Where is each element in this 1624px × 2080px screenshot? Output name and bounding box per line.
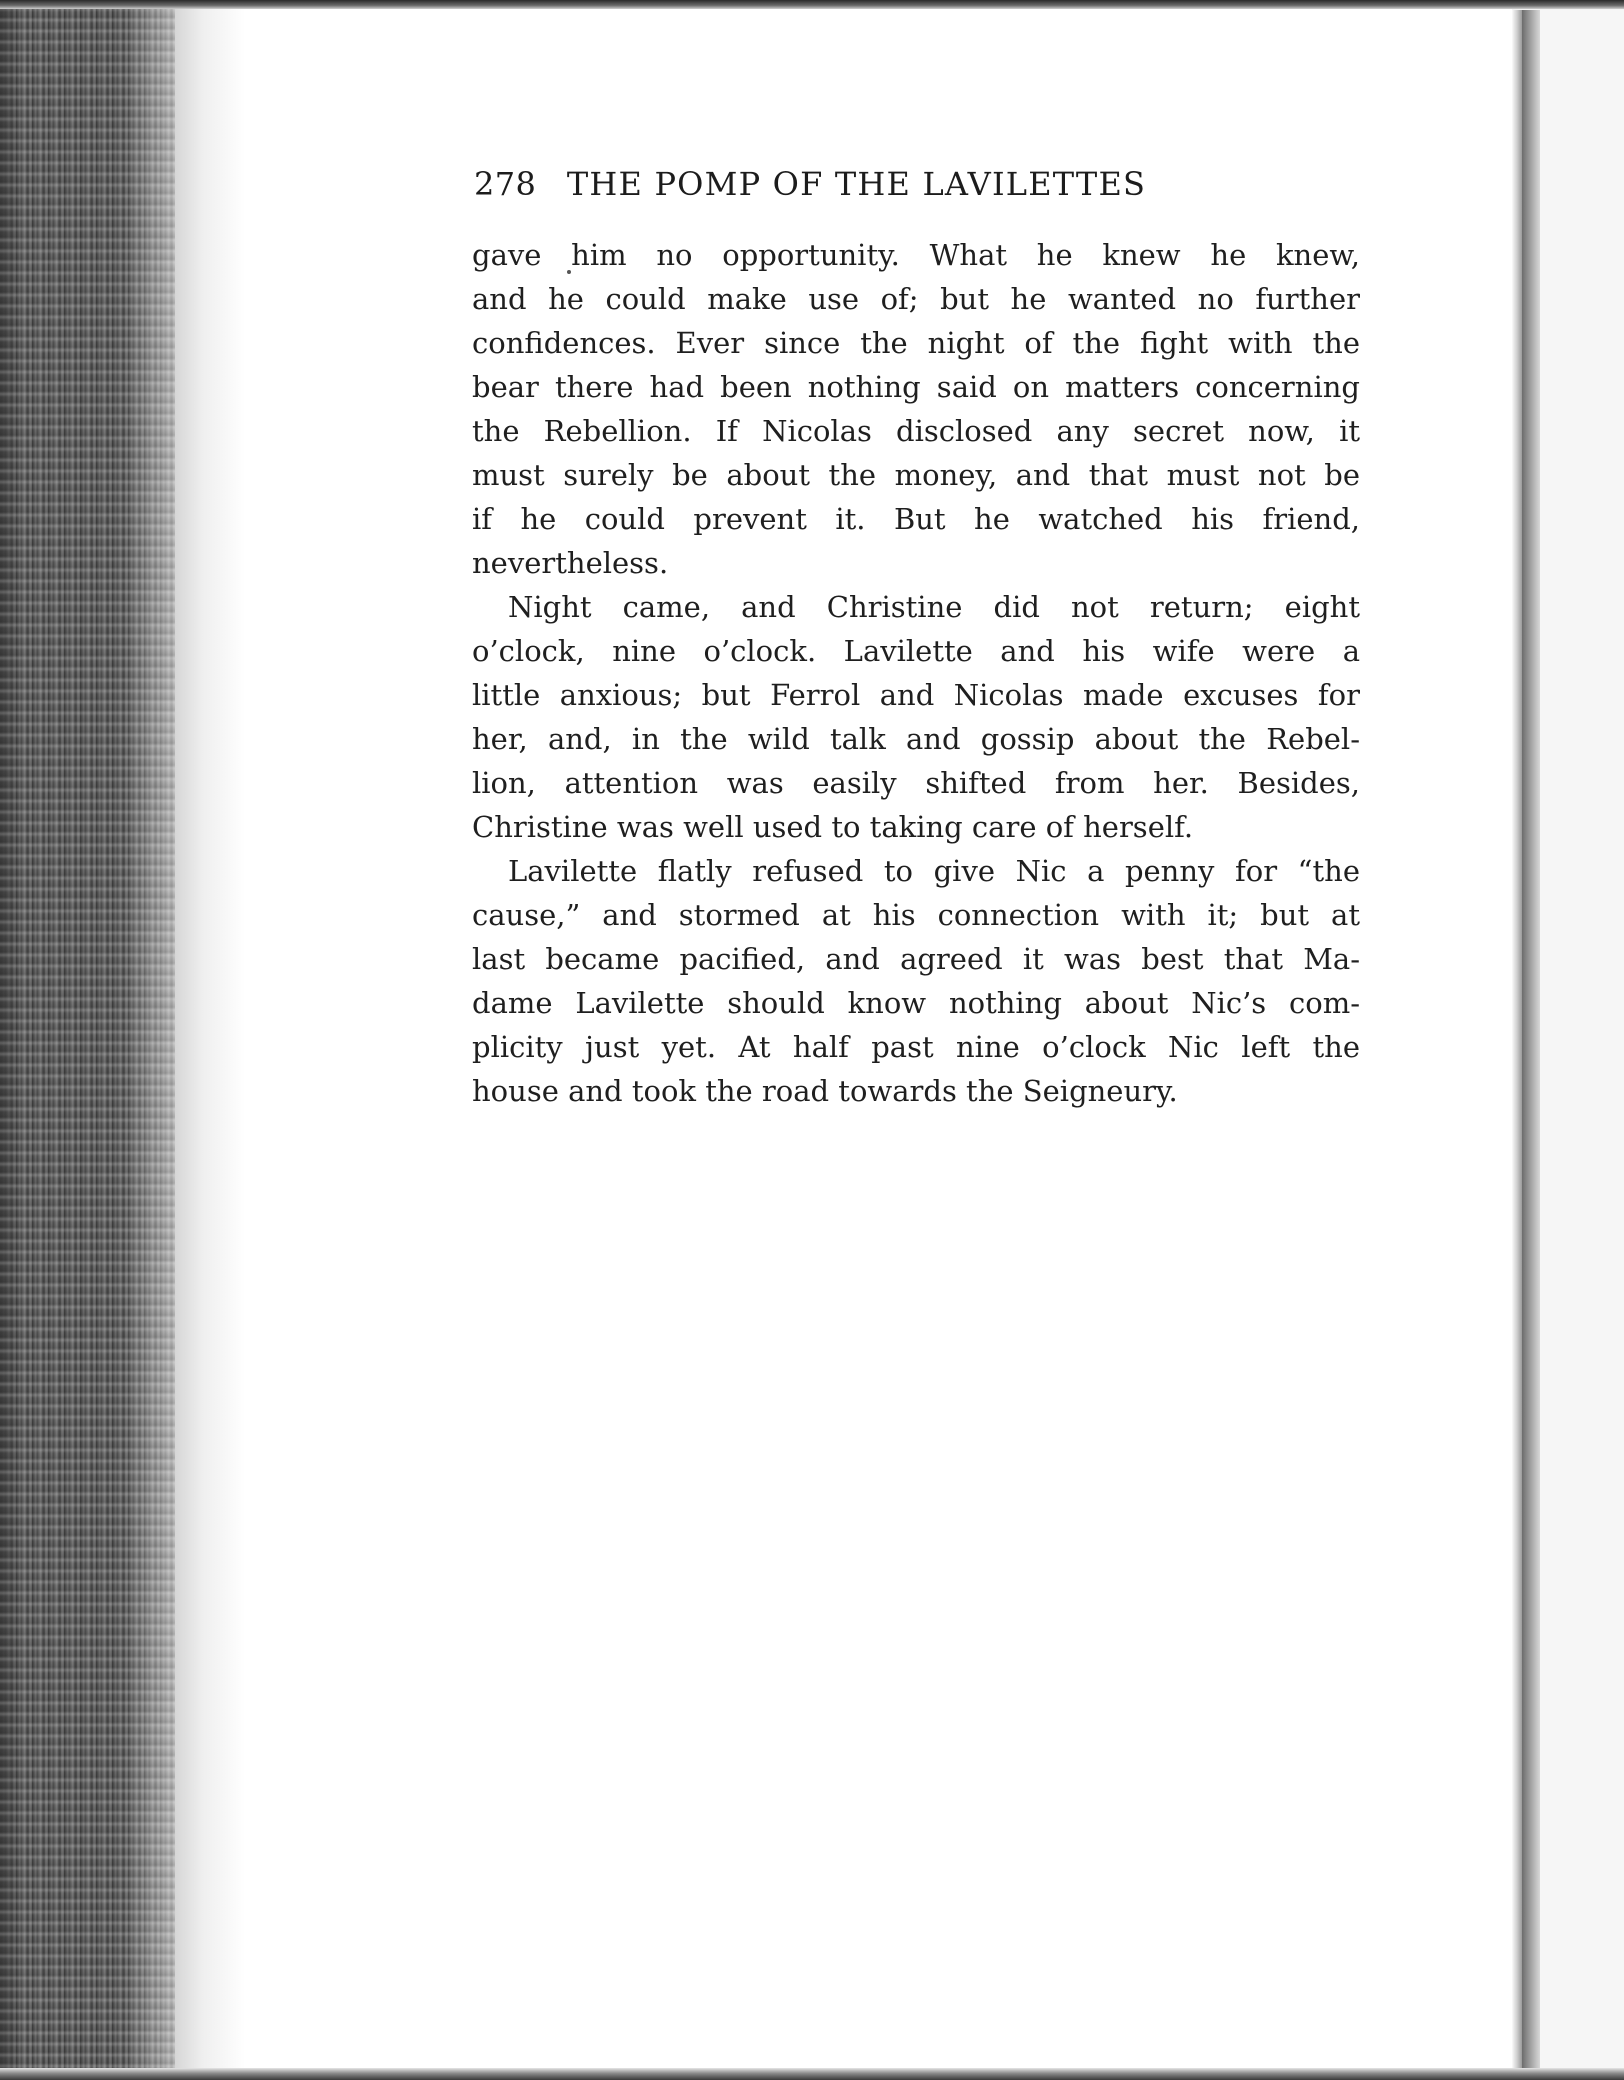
text-line: and he could make use of; but he wanted no further xyxy=(472,282,1360,316)
text-line: dame Lavilette should know nothing about Nic’s com- xyxy=(472,986,1360,1020)
text-line: little anxious; but Ferrol and Nicolas made excuses for xyxy=(472,678,1360,712)
text-line: confidences. Ever since the night of the fight with the xyxy=(472,326,1360,360)
bottom-frame-edge xyxy=(0,2068,1624,2080)
text-line: bear there had been nothing said on matters concerning xyxy=(472,370,1360,404)
text-line: the Rebellion. If Nicolas disclosed any secret now, it xyxy=(472,414,1360,448)
text-line: her, and, in the wild talk and gossip about the Rebel- xyxy=(472,722,1360,756)
body-text xyxy=(472,233,1360,1113)
text-line: o’clock, nine o’clock. Lavilette and his wife were a xyxy=(472,634,1360,668)
text-line: Christine was well used to taking care of herself. xyxy=(472,810,1194,844)
text-line: Lavilette flatly refused to give Nic a penny for “the xyxy=(508,854,1360,888)
page-number: 278 xyxy=(474,165,537,203)
page-stack-edge xyxy=(0,0,175,2080)
right-binding-edge xyxy=(1512,0,1624,2080)
top-frame-edge xyxy=(0,0,1624,9)
text-line: last became pacified, and agreed it was best that Ma- xyxy=(472,942,1360,976)
running-title: THE POMP OF THE LAVILETTES xyxy=(566,165,1147,203)
text-line: if he could prevent it. But he watched his friend, xyxy=(472,502,1360,536)
gutter-shadow xyxy=(175,0,245,2080)
text-line: lion, attention was easily shifted from her. Besides, xyxy=(472,766,1360,800)
text-line: Night came, and Christine did not return; eight xyxy=(508,590,1360,624)
running-head xyxy=(474,163,1354,205)
text-line: must surely be about the money, and that must not be xyxy=(472,458,1360,492)
text-line: gave him no opportunity. What he knew he knew, xyxy=(472,238,1360,272)
text-line: plicity just yet. At half past nine o’clock Nic left the xyxy=(472,1030,1360,1064)
text-line: cause,” and stormed at his connection with it; but at xyxy=(472,898,1360,932)
text-line: house and took the road towards the Seigneury. xyxy=(472,1074,1178,1108)
text-line: nevertheless. xyxy=(472,546,669,580)
